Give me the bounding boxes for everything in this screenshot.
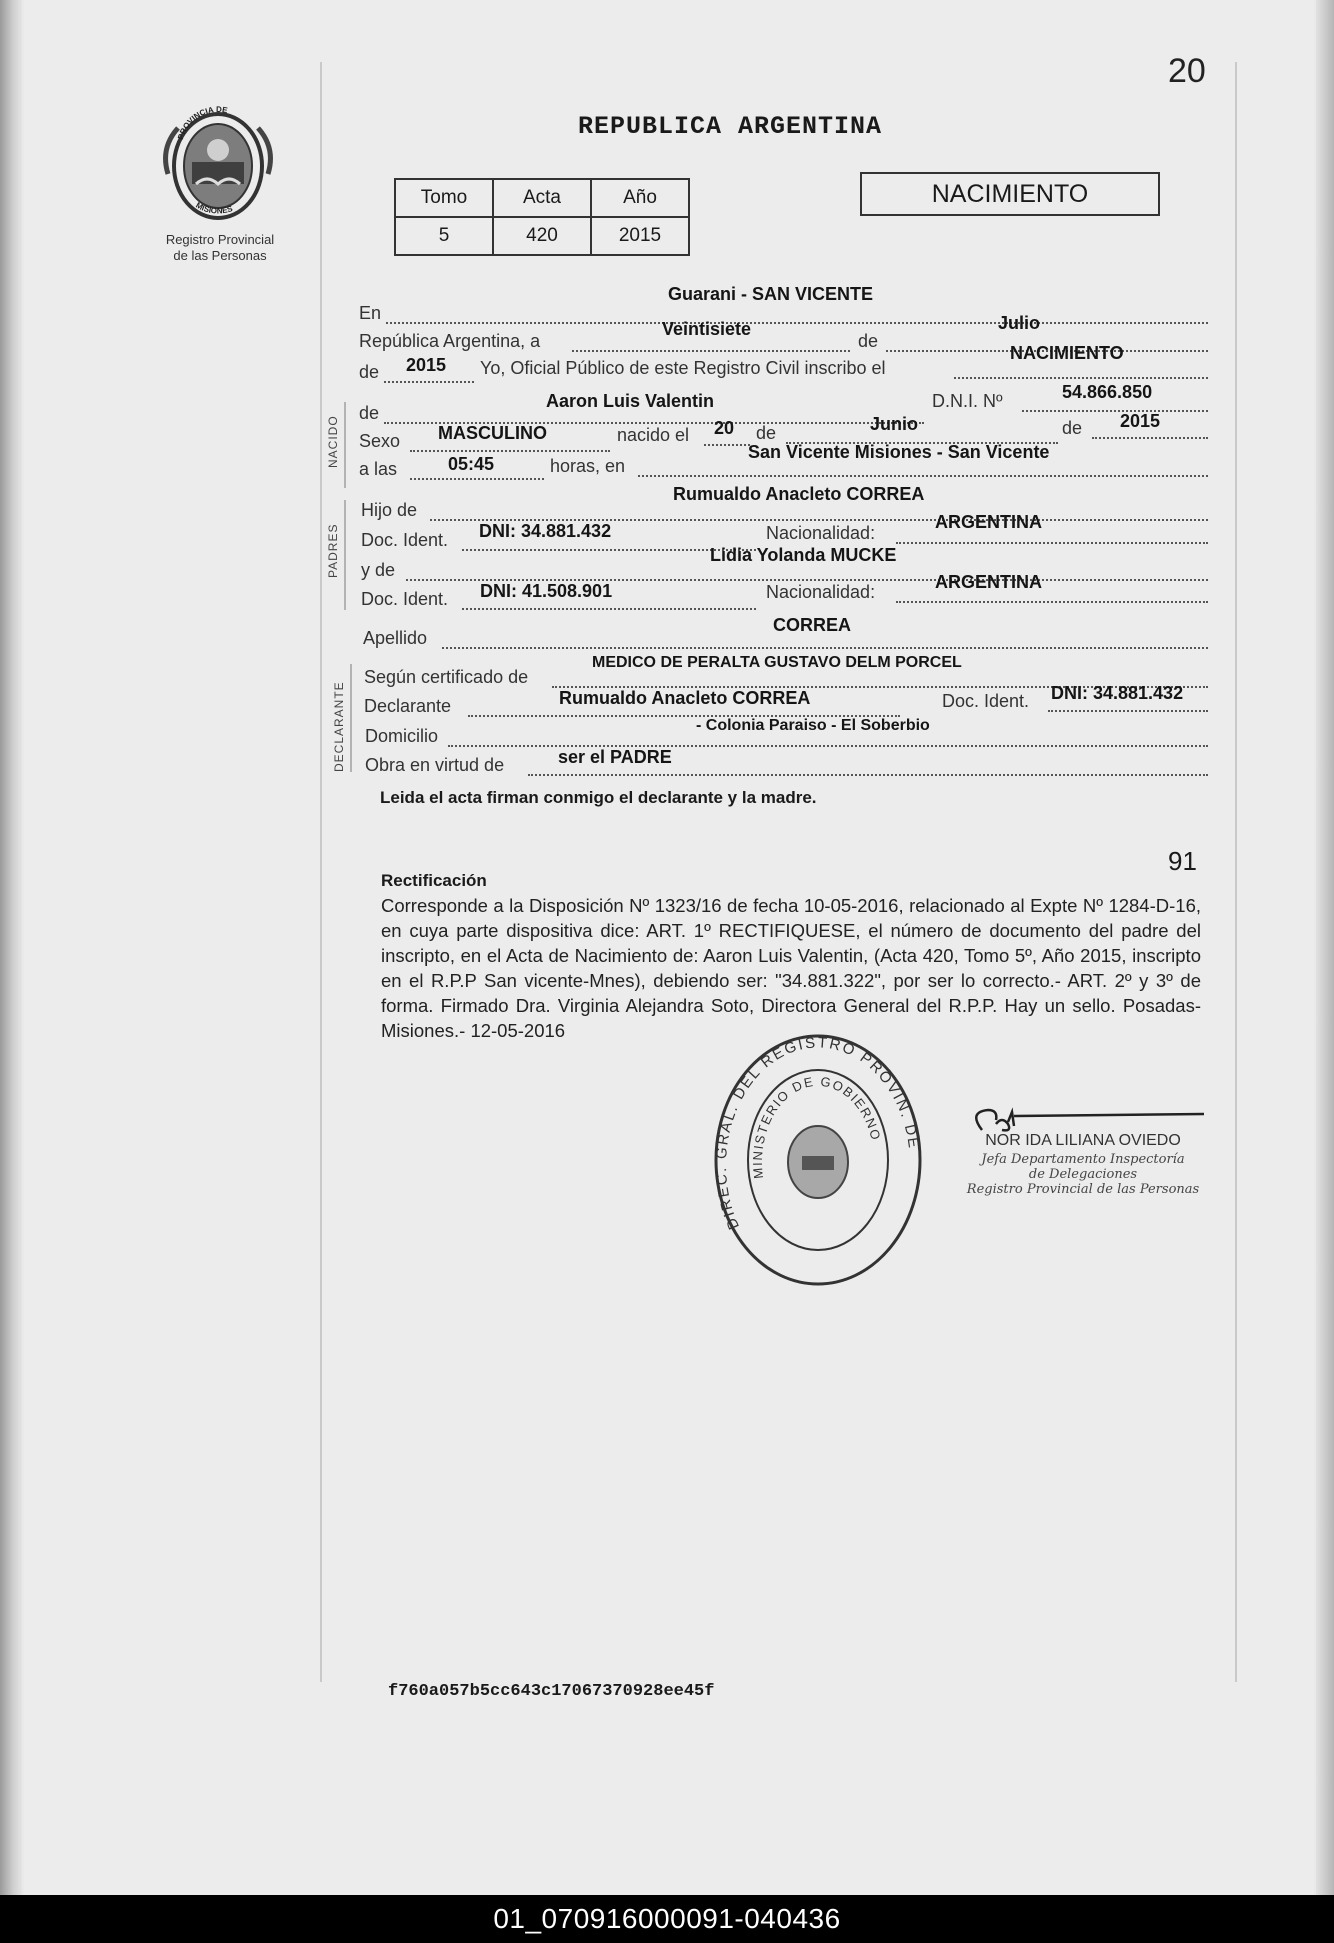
dotted-line xyxy=(410,478,544,480)
label-declarante: Declarante xyxy=(364,696,452,716)
value-father-doc: DNI: 34.881.432 xyxy=(479,521,612,541)
label-nacionalidad-mother: Nacionalidad: xyxy=(766,582,876,602)
rectification-body: Corresponde a la Disposición Nº 1323/16 de fecha 10-05-2016, relacionado al Expte Nº 1284-D-16, en cuya parte dispositiva dice: ART. 1º RECTIFIQUESE, el número de documento del padre del inscripto, en el Acta de Nacimiento de: Aaron Luis Valentin, (Acta 420, Tomo 5º, Año 2015, inscripto en el R.P.P San vicente-Mnes), debiendo ser: "34.881.322", por ser lo correcto.- ART. 2º y 3º de forma. Firmado Dra. Virginia Alejandra Soto, Directora General del R.P.P. Hay un sello. Posadas- Misiones.- 12-05-2016 xyxy=(381,895,1201,1041)
document-type-box: NACIMIENTO xyxy=(860,172,1160,216)
label-sexo: Sexo xyxy=(359,431,401,451)
crest-caption-line2: de las Personas xyxy=(173,248,267,263)
label-doc-ident-mother: Doc. Ident. xyxy=(361,589,449,609)
value-mother-doc: DNI: 41.508.901 xyxy=(480,581,613,601)
document-title: REPUBLICA ARGENTINA xyxy=(578,112,883,141)
misiones-crest-emblem xyxy=(160,104,276,224)
value-surname: CORREA xyxy=(773,615,852,635)
value-birth-year: 2015 xyxy=(1120,411,1161,431)
svg-text:PROVINCIA DE: PROVINCIA DE xyxy=(176,104,229,141)
value-mother-name: Lidia Yolanda MUCKE xyxy=(710,545,897,565)
crest-caption-line1: Registro Provincial xyxy=(165,232,275,247)
label-segun-certificado: Según certificado de xyxy=(364,667,529,687)
value-mother-nationality: ARGENTINA xyxy=(935,572,1042,592)
label-nacionalidad-father: Nacionalidad: xyxy=(766,523,876,543)
dotted-line xyxy=(384,381,474,383)
label-doc-ident-declarant: Doc. Ident. xyxy=(942,691,1030,711)
side-label-nacido: NACIDO xyxy=(326,415,340,468)
label-apellido: Apellido xyxy=(363,628,428,648)
value-birth-time: 05:45 xyxy=(448,454,495,474)
document-hash: f760a057b5cc643c17067370928ee45f xyxy=(388,1682,715,1701)
signatory-role-line3: Registro Provincial de las Personas xyxy=(966,1182,1200,1197)
dotted-line xyxy=(442,647,1208,649)
label-nacido-el: nacido el xyxy=(617,425,690,445)
label-y-de: y de xyxy=(361,560,396,580)
dotted-line xyxy=(896,542,1208,544)
value-father-nationality: ARGENTINA xyxy=(935,512,1042,532)
label-de-month: de xyxy=(858,331,879,351)
padres-rule xyxy=(344,500,346,610)
label-horas-en: horas, en xyxy=(550,456,626,476)
register-header-tomo: Tomo xyxy=(395,179,493,217)
value-address: - Colonia Paraiso - El Soberbio xyxy=(696,717,930,734)
value-certificate: MEDICO DE PERALTA GUSTAVO DELM PORCEL xyxy=(592,654,962,671)
dotted-line xyxy=(954,377,1208,379)
register-value-ano: 2015 xyxy=(591,217,689,255)
scan-footer-id: 01_070916000091-040436 xyxy=(0,1895,1334,1943)
signatory-role xyxy=(948,1152,1218,1197)
svg-text:MISIONES: MISIONES xyxy=(194,200,234,216)
seal-outer-text: DIREC. GRAL. DEL REGISTRO PROVIN. DE xyxy=(712,1034,923,1232)
register-value-acta: 420 xyxy=(493,217,591,255)
signatory-role-line1: Jefa Departamento Inspectoría xyxy=(981,1152,1185,1167)
dotted-line xyxy=(638,475,1208,477)
scan-edge-left xyxy=(0,0,22,1895)
official-seal-stamp xyxy=(712,1032,924,1288)
value-declarant-doc: DNI: 34.881.432 xyxy=(1051,683,1184,703)
label-de-year: de xyxy=(359,362,380,382)
value-year: 2015 xyxy=(406,355,447,375)
label-republica-a: República Argentina, a xyxy=(359,331,541,351)
side-label-declarante: DECLARANTE xyxy=(332,681,346,772)
value-place: Guarani - SAN VICENTE xyxy=(668,284,874,304)
value-declarant: Rumualdo Anacleto CORREA xyxy=(559,688,811,708)
label-hijo-de: Hijo de xyxy=(361,500,418,520)
value-month: Julio xyxy=(998,313,1041,333)
scan-edge-right xyxy=(1316,0,1334,1895)
value-child-dni: 54.866.850 xyxy=(1062,382,1153,402)
value-birth-month: Junio xyxy=(870,414,918,434)
value-child-name: Aaron Luis Valentin xyxy=(546,391,715,411)
annotation-number: 91 xyxy=(1168,846,1197,876)
dotted-line xyxy=(528,774,1208,776)
label-domicilio: Domicilio xyxy=(365,726,439,746)
label-de-name: de xyxy=(359,403,380,423)
label-a-las: a las xyxy=(359,459,398,479)
value-act-type: NACIMIENTO xyxy=(1010,343,1124,363)
dotted-line xyxy=(572,350,850,352)
label-doc-ident-father: Doc. Ident. xyxy=(361,530,449,550)
dotted-line xyxy=(1092,437,1208,439)
seal-inner-text: MINISTERIO DE GOBIERNO xyxy=(749,1073,884,1180)
signatory-name: NOR IDA LILIANA OVIEDO xyxy=(985,1132,1181,1149)
closing-statement: Leida el acta firman conmigo el declarante y la madre. xyxy=(380,788,817,807)
dotted-line xyxy=(896,601,1208,603)
nacido-rule xyxy=(344,402,346,488)
label-obra-en-virtud: Obra en virtud de xyxy=(365,755,505,775)
value-birth-place: San Vicente Misiones - San Vicente xyxy=(748,442,1050,462)
value-father-name: Rumualdo Anacleto CORREA xyxy=(673,484,925,504)
signatory-role-line2: de Delegaciones xyxy=(1028,1167,1138,1182)
page-number: 20 xyxy=(1168,52,1206,90)
label-de-birth-year: de xyxy=(1062,418,1083,438)
dotted-line xyxy=(1022,410,1208,412)
label-dni: D.N.I. Nº xyxy=(932,391,1003,411)
rectification-title: Rectificación xyxy=(381,871,487,890)
declarante-rule xyxy=(350,664,352,772)
value-birth-day: 20 xyxy=(714,418,735,438)
label-official: Yo, Oficial Público de este Registro Civil inscribo el xyxy=(480,358,886,378)
value-day: Veintisiete xyxy=(662,319,752,339)
crest-caption xyxy=(145,232,295,264)
dotted-line xyxy=(410,450,610,452)
register-header-acta: Acta xyxy=(493,179,591,217)
label-de-birth-month: de xyxy=(756,423,777,443)
register-value-tomo: 5 xyxy=(395,217,493,255)
register-table xyxy=(394,178,690,256)
value-sex: MASCULINO xyxy=(438,423,547,443)
dotted-line xyxy=(462,608,756,610)
dotted-line xyxy=(1048,710,1208,712)
value-by-virtue: ser el PADRE xyxy=(558,747,672,767)
dotted-line xyxy=(386,322,1208,324)
dotted-line xyxy=(704,444,750,446)
label-en: En xyxy=(359,303,382,323)
side-label-padres: PADRES xyxy=(326,523,340,578)
register-header-ano: Año xyxy=(591,179,689,217)
